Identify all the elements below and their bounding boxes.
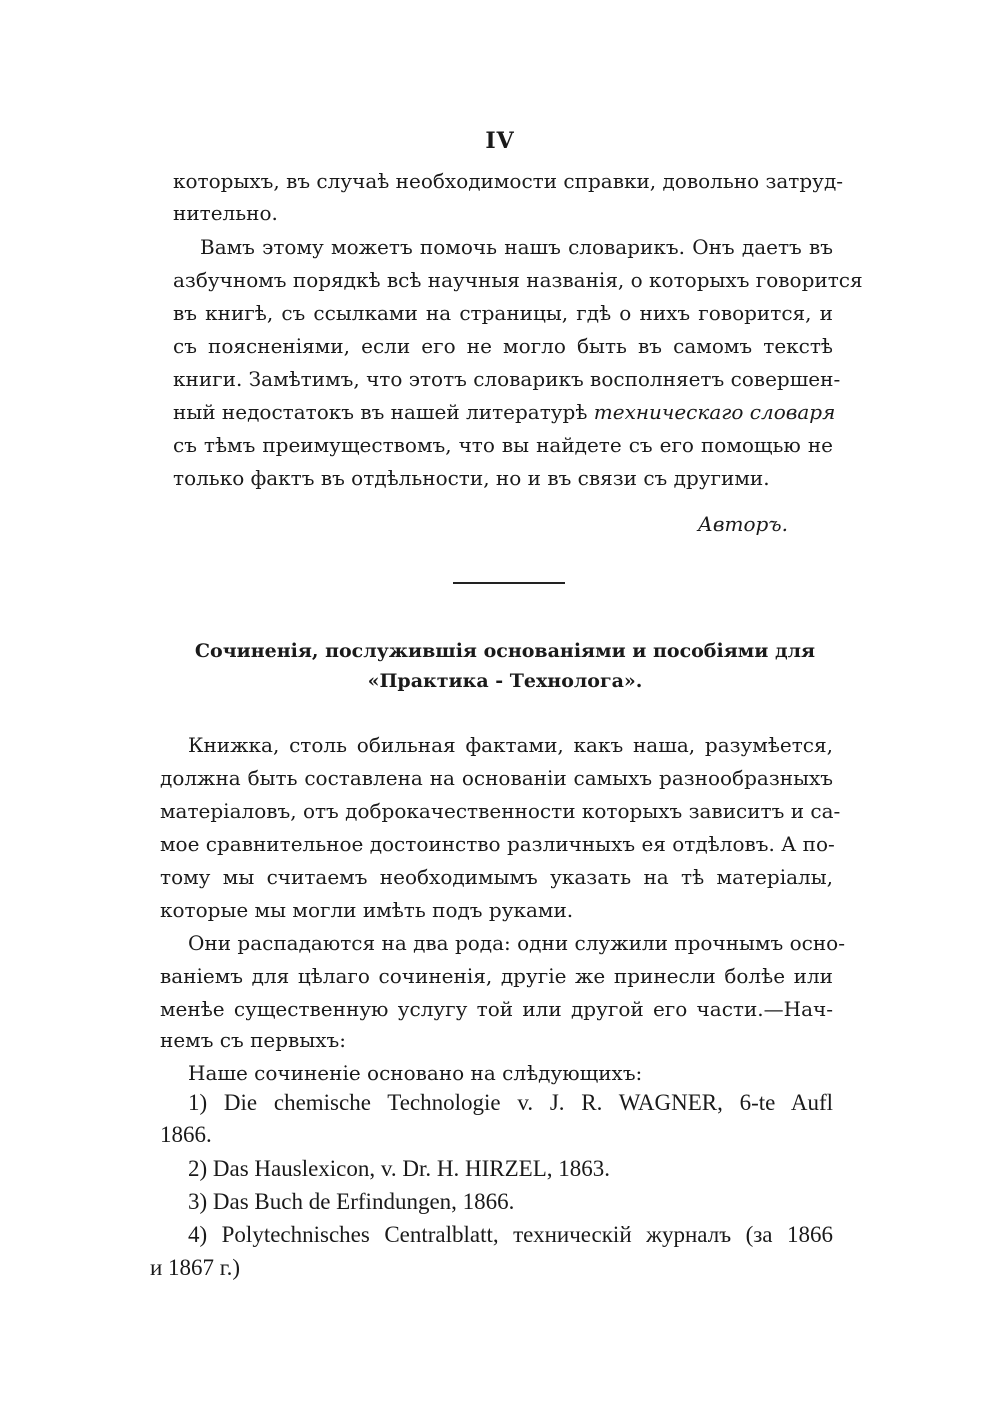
text-line: азбучномъ порядкѣ всѣ научныя названія, о которыхъ говорится <box>173 268 863 292</box>
text-line: нительно. <box>173 201 278 225</box>
text-line: матеріаловъ, отъ доброкачественности которыхъ зависитъ и са- <box>160 799 841 823</box>
text-line: которые мы могли имѣть подъ руками. <box>160 898 574 922</box>
text-line: мое сравнительное достоинство различныхъ ея отдѣловъ. А по- <box>160 832 835 856</box>
text-line: Они распадаются на два рода: одни служили прочнымъ осно- <box>188 931 845 955</box>
text-line <box>173 399 836 425</box>
reference-continuation: и 1867 г.) <box>150 1255 241 1280</box>
text-line: Вамъ этому можетъ помочь нашъ словарикъ. Онъ даетъ въ <box>200 235 833 259</box>
reference-continuation: 1866. <box>160 1122 212 1147</box>
text-line: немъ съ первыхъ: <box>160 1028 346 1052</box>
text-line: тому мы считаемъ необходимымъ указать на тѣ матеріалы, <box>160 865 833 889</box>
text-line: Книжка, столь обильная фактами, какъ наша, разумѣется, <box>188 733 833 757</box>
section-heading-line-1: Сочиненія, послужившія основаніями и пособіями для <box>194 640 816 662</box>
text-line: съ тѣмъ преимуществомъ, что вы найдете съ его помощью не <box>173 433 833 457</box>
text-line: только фактъ въ отдѣльности, но и въ связи съ другими. <box>173 466 770 490</box>
intro-line: Наше сочиненіе основано на слѣдующихъ: <box>188 1061 643 1085</box>
text-line: съ поясненіями, если его не могло быть въ самомъ текстѣ <box>173 334 833 358</box>
section-heading-line-2: «Практика - Технолога». <box>367 670 643 692</box>
text-line: книги. Замѣтимъ, что этотъ словарикъ восполняетъ совершен- <box>173 367 841 391</box>
section-divider <box>453 582 565 584</box>
text-span: ный недостатокъ въ нашей литературѣ <box>173 400 594 424</box>
text-line: менѣе существенную услугу той или другой его части.—Нач- <box>160 997 833 1021</box>
author-signature: Авторъ. <box>697 512 788 536</box>
text-line: въ книгѣ, съ ссылками на страницы, гдѣ о нихъ говорится, и <box>173 301 833 325</box>
reference-item: 2) Das Hauslexicon, v. Dr. H. HIRZEL, 1863. <box>188 1156 611 1181</box>
text-line: ваніемъ для цѣлаго сочиненія, другіе же принесли болѣе или <box>160 964 833 988</box>
italic-term: техническаго словаря <box>593 400 836 424</box>
page-number: IV <box>485 128 515 154</box>
reference-item: 1) Die chemische Technologie v. J. R. WAGNER, 6-te Aufl <box>188 1090 833 1115</box>
reference-item: 4) Polytechnisches Centralblatt, техническій журналъ (за 1866 <box>188 1222 833 1247</box>
reference-item: 3) Das Buch de Erfindungen, 1866. <box>188 1189 515 1214</box>
text-line: должна быть составлена на основаніи самыхъ разнообразныхъ <box>160 766 833 790</box>
text-line: которыхъ, въ случаѣ необходимости справки, довольно затруд- <box>173 169 844 193</box>
